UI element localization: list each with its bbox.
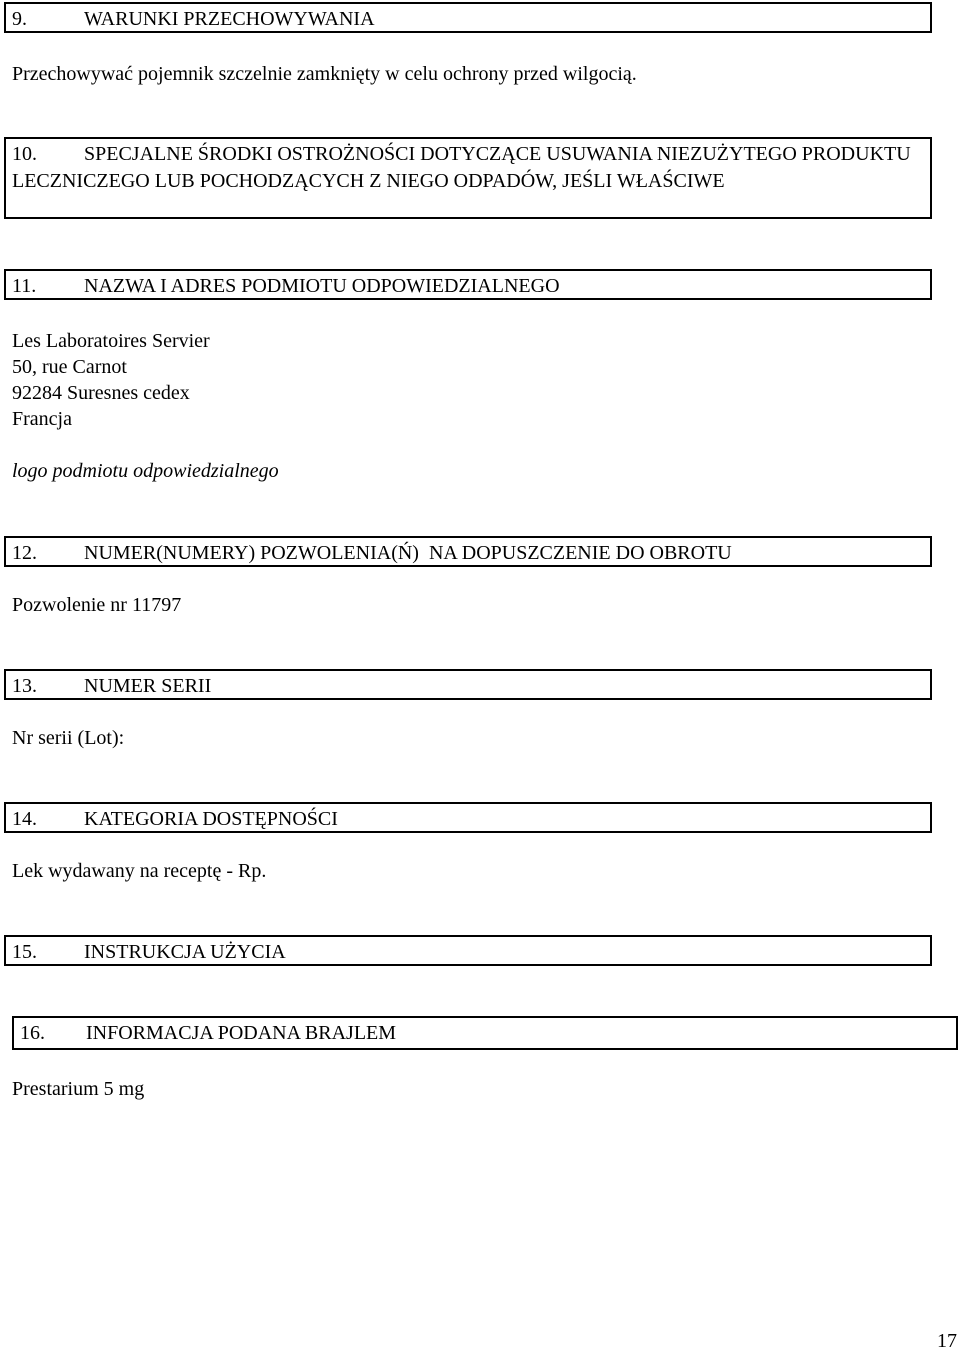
section-12-header	[4, 536, 932, 567]
section-title: KATEGORIA DOSTĘPNOŚCI	[84, 808, 338, 830]
section-title: INSTRUKCJA UŻYCIA	[84, 941, 286, 963]
section-14-header	[4, 802, 932, 833]
section-9-header	[4, 2, 932, 33]
address-line: 92284 Suresnes cedex	[12, 382, 190, 404]
section-title: INFORMACJA PODANA BRAJLEM	[86, 1022, 397, 1044]
availability-category-text: Lek wydawany na receptę - Rp.	[12, 860, 267, 882]
section-number: 10.	[12, 143, 37, 165]
authorisation-number-text: Pozwolenie nr 11797	[12, 594, 182, 616]
section-13-header	[4, 669, 932, 700]
section-15-header	[4, 935, 932, 966]
section-number: 14.	[12, 808, 37, 830]
section-number: 12.	[12, 542, 37, 564]
section-title: NAZWA I ADRES PODMIOTU ODPOWIEDZIALNEGO	[84, 275, 560, 297]
page-number: 17	[937, 1330, 957, 1352]
section-number: 13.	[12, 675, 37, 697]
batch-number-text: Nr serii (Lot):	[12, 727, 125, 749]
address-line: Les Laboratoires Servier	[12, 330, 210, 352]
section-title: SPECJALNE ŚRODKI OSTROŻNOŚCI DOTYCZĄCE USUWANIA NIEZUŻYTEGO PRODUKTU LECZNICZEGO LUB POCHODZĄCYCH Z NIEGO ODPADÓW, JEŚLI WŁAŚCIWE	[12, 143, 911, 192]
storage-conditions-text: Przechowywać pojemnik szczelnie zamknięty w celu ochrony przed wilgocią.	[12, 63, 637, 85]
section-title: WARUNKI PRZECHOWYWANIA	[84, 8, 375, 30]
section-10-header	[4, 137, 932, 219]
section-number: 11.	[12, 275, 37, 297]
address-line: Francja	[12, 408, 72, 430]
section-number: 15.	[12, 941, 37, 963]
section-number: 9.	[12, 8, 27, 30]
section-title: NUMER SERII	[84, 675, 212, 697]
logo-placeholder-text: logo podmiotu odpowiedzialnego	[12, 460, 279, 482]
section-11-header	[4, 269, 932, 300]
section-number: 16.	[20, 1022, 45, 1044]
address-line: 50, rue Carnot	[12, 356, 127, 378]
section-title: NUMER(NUMERY) POZWOLENIA(Ń) NA DOPUSZCZENIE DO OBROTU	[84, 542, 732, 564]
braille-text: Prestarium 5 mg	[12, 1078, 145, 1100]
section-16-header	[12, 1016, 958, 1050]
